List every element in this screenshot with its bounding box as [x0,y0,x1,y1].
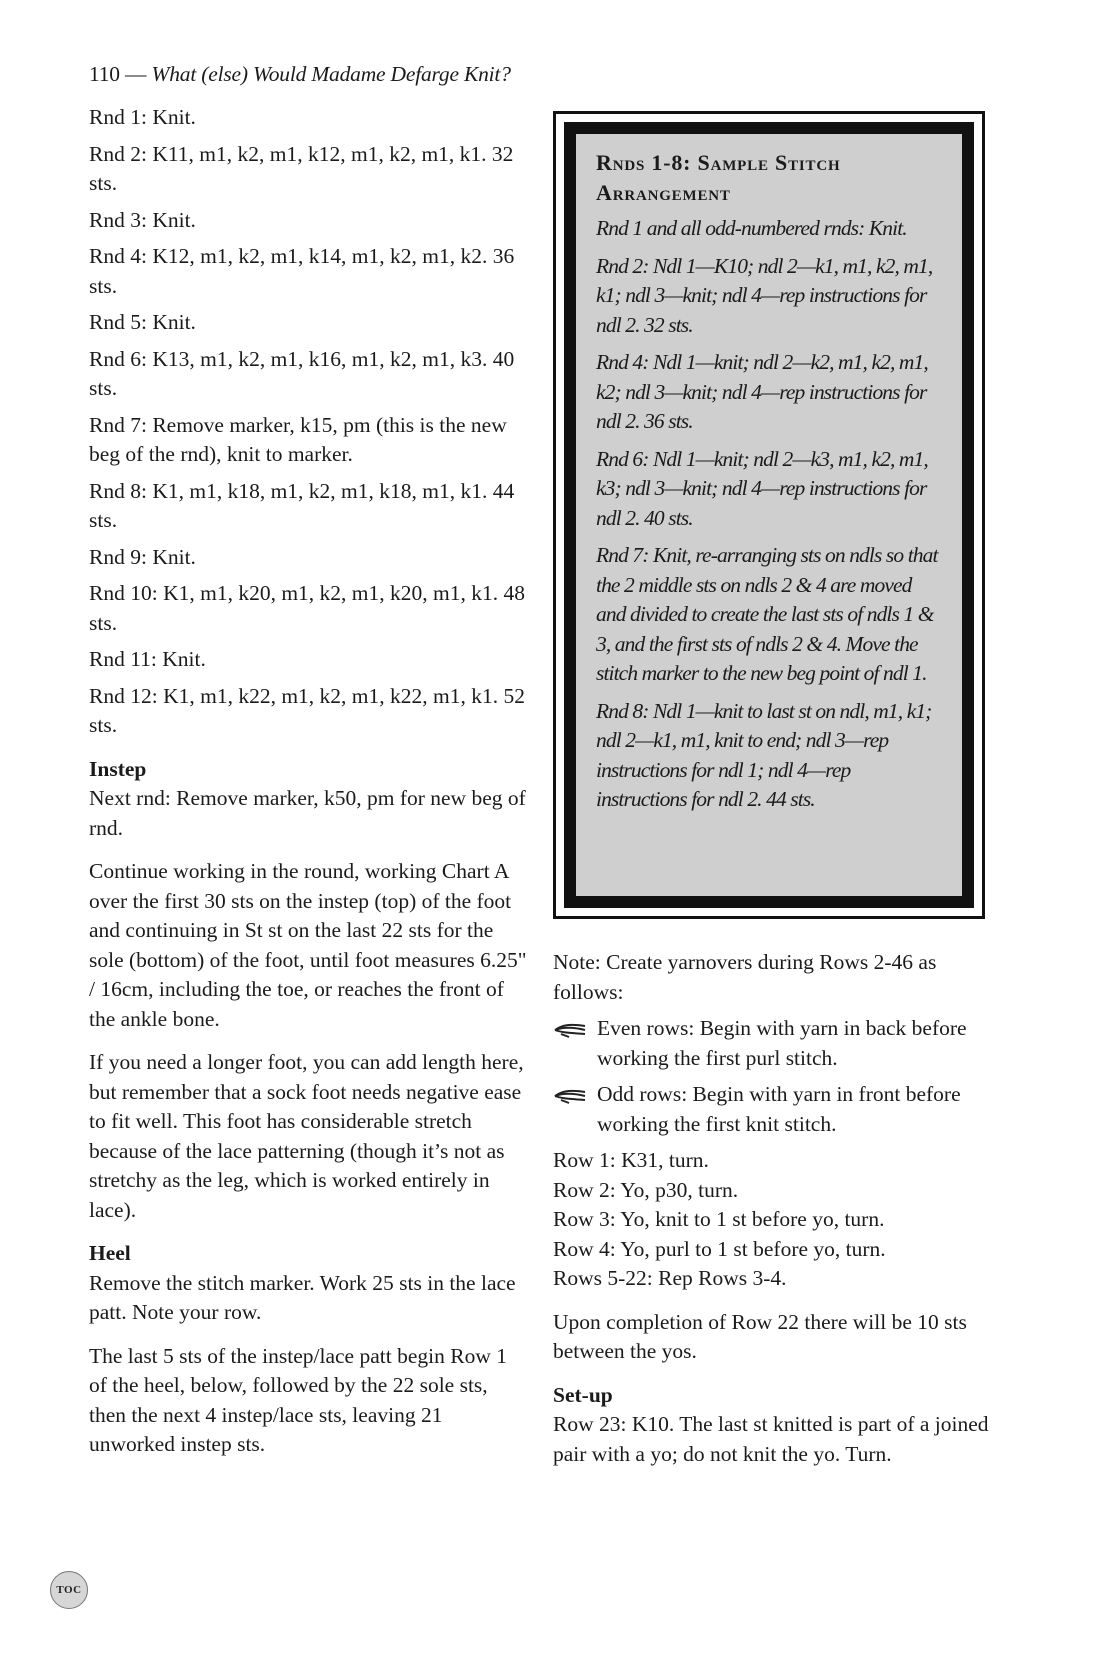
round-instruction: Rnd 6: K13, m1, k2, m1, k16, m1, k2, m1, k3. 40 sts. [89,346,515,400]
setup-text: Row 23: K10. The last st knitted is part of a joined pair with a yo; do not knit the yo. Turn. [553,1412,989,1466]
round-instruction: Rnd 5: Knit. [89,310,196,334]
length-paragraph: If you need a longer foot, you can add length here, but remember that a sock foot needs negative ease to fit well. This foot has considerable stretch because of the lace patterning (though it’s not as stretchy as the leg, which is worked entirely in lace). [89,1050,524,1222]
round-instruction: Rnd 8: K1, m1, k18, m1, k2, m1, k18, m1, k1. 44 sts. [89,478,515,532]
left-column [89,103,529,1467]
right-column [553,948,993,1476]
bullet-text: Even rows: Begin with yarn in back before working the first purl stitch. [597,1016,967,1070]
heel-heading: Heel [89,1241,131,1265]
running-header [89,62,511,87]
row-instruction: Row 4: Yo, purl to 1 st before yo, turn. [553,1236,886,1261]
row-instruction: Row 2: Yo, p30, turn. [553,1177,739,1202]
round-instruction: Rnd 12: K1, m1, k22, m1, k2, m1, k22, m1, k1. 52 sts. [89,683,525,737]
bullet-text: Odd rows: Begin with yarn in front before working the first knit stitch. [597,1082,961,1136]
round-instruction: Rnd 1: Knit. [89,105,196,129]
page-number: 110 — [89,62,147,86]
yarnover-note: Note: Create yarnovers during Rows 2-46 as follows: [553,950,937,1004]
row-instruction: Row 1: K31, turn. [553,1148,709,1172]
sidebar-title: Rnds 1-8: Sample Stitch Arrangement [596,150,841,205]
book-title: What (else) Would Madame Defarge Knit? [151,62,511,86]
round-instruction: Rnd 10: K1, m1, k20, m1, k2, m1, k20, m1, k1. 48 sts. [89,581,525,635]
round-instruction: Rnd 7: Remove marker, k15, pm (this is the new beg of the rnd), knit to marker. [89,412,507,466]
row-instruction: Row 3: Yo, knit to 1 st before yo, turn. [553,1207,885,1231]
needle-bullet-icon [553,1080,597,1114]
instep-text: Next rnd: Remove marker, k50, pm for new beg of rnd. [89,786,526,840]
sidebar-item: Rnd 1 and all odd-numbered rnds: Knit. [596,216,907,240]
bullet-item [553,1014,993,1073]
round-instruction: Rnd 4: K12, m1, k2, m1, k14, m1, k2, m1, k2. 36 sts. [89,244,515,298]
round-instruction: Rnd 9: Knit. [89,544,196,569]
sidebar-panel [564,122,974,908]
toc-button[interactable]: TOC [50,1571,88,1609]
round-instruction: Rnd 11: Knit. [89,647,206,671]
sidebar-item: Rnd 4: Ndl 1—knit; ndl 2—k2, m1, k2, m1, k2; ndl 3—knit; ndl 4—rep instructions for ndl 2. 36 sts. [596,350,928,433]
foot-paragraph: Continue working in the round, working Chart A over the first 30 sts on the instep (top) of the foot and continuing in St st on the last 22 sts for the sole (bottom) of the foot, until foot measures 6.25" / 16cm, including the toe, or reaches the front of the ankle bone. [89,859,527,1031]
sidebar-item: Rnd 2: Ndl 1—K10; ndl 2—k1, m1, k2, m1, k1; ndl 3—knit; ndl 4—rep instructions for ndl 2. 32 sts. [596,253,933,337]
needle-bullet-icon [553,1014,597,1048]
heel-paragraph: The last 5 sts of the instep/lace patt begin Row 1 of the heel, below, followed by the 22 sole sts, then the next 4 instep/lace sts, leaving 21 unworked instep sts. [89,1343,507,1456]
completion-note: Upon completion of Row 22 there will be 10 sts between the yos. [553,1309,967,1363]
row-instruction: Rows 5-22: Rep Rows 3-4. [553,1266,787,1290]
instep-heading: Instep [89,756,147,781]
sidebar-item: Rnd 6: Ndl 1—knit; ndl 2—k3, m1, k2, m1, k3; ndl 3—knit; ndl 4—rep instructions for ndl 2. 40 sts. [596,446,928,530]
round-instruction: Rnd 3: Knit. [89,207,196,232]
sidebar-item: Rnd 8: Ndl 1—knit to last st on ndl, m1, k1; ndl 2—k1, m1, knit to end; ndl 3—rep instructions for ndl 1; ndl 4—rep instructions for ndl 2. 44 sts. [596,698,932,811]
heel-text: Remove the stitch marker. Work 25 sts in the lace patt. Note your row. [89,1270,516,1324]
sample-stitch-sidebar [553,111,985,919]
sidebar-item: Rnd 7: Knit, re-arranging sts on ndls so that the 2 middle sts on ndls 2 & 4 are moved and divided to create the last sts of ndls 1 & 3, and the first sts of ndls 2 & 4. Move the stitch marker to the new beg point of ndl 1. [596,543,938,685]
round-instruction: Rnd 2: K11, m1, k2, m1, k12, m1, k2, m1, k1. 32 sts. [89,141,514,195]
setup-heading: Set-up [553,1382,613,1407]
bullet-item [553,1080,993,1139]
